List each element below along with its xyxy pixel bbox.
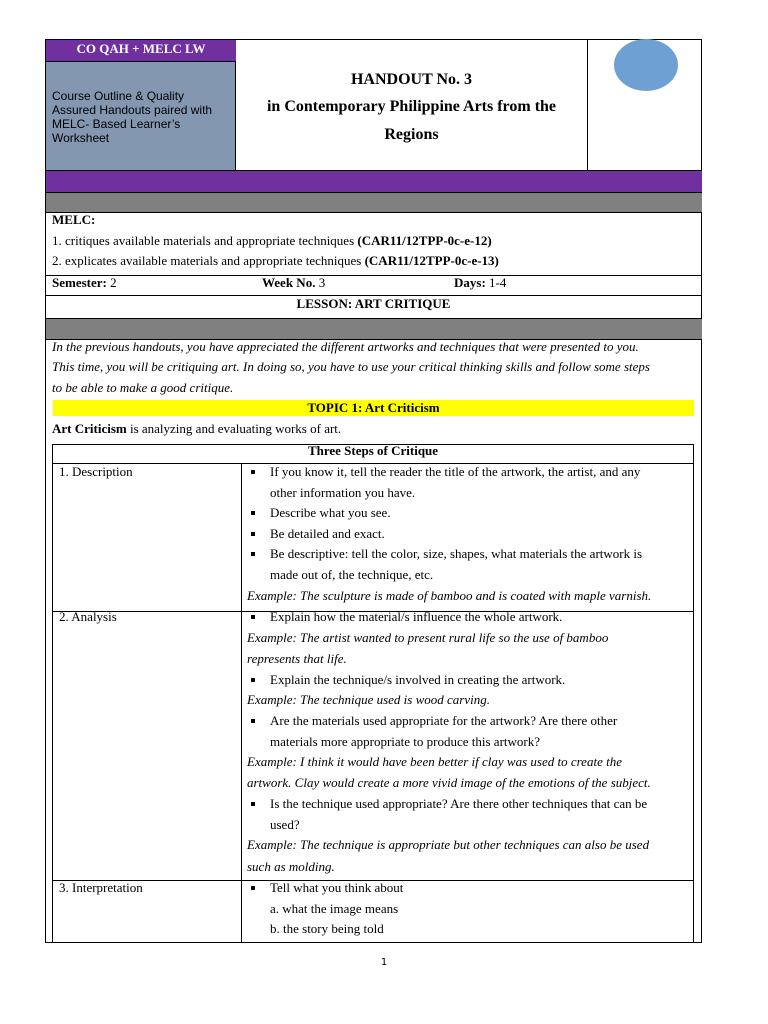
bullet-icon xyxy=(251,470,255,474)
bullet-icon xyxy=(251,719,255,723)
analysis-line: Are the materials used appropriate for the artwork? Are there other xyxy=(270,713,618,728)
title-line-2: in Contemporary Philippine Arts from the xyxy=(266,98,557,115)
interpretation-line: Tell what you think about xyxy=(270,880,404,895)
intro-line-3: to be able to make a good critique. xyxy=(52,380,234,395)
intro-line-1: In the previous handouts, you have appreciated the different artworks and techniques that were presented to you. xyxy=(52,339,639,354)
divider xyxy=(45,212,702,213)
analysis-example: Example: The artist wanted to present rural life so the use of bamboo xyxy=(247,630,609,645)
semester: Semester: 2 xyxy=(52,275,117,290)
step-interpretation-label: 3. Interpretation xyxy=(59,880,143,895)
bullet-icon xyxy=(251,802,255,806)
bullet-icon xyxy=(251,615,255,619)
week-number: Week No. 3 xyxy=(262,275,326,290)
art-criticism-definition: Art Criticism is analyzing and evaluating works of art. xyxy=(52,421,342,436)
analysis-example: Example: The technique used is wood carving. xyxy=(247,692,490,707)
step-analysis-label: 2. Analysis xyxy=(59,609,117,624)
purple-band xyxy=(46,171,702,192)
divider xyxy=(45,275,702,276)
bullet-icon xyxy=(251,886,255,890)
code-label: CO QAH + MELC LW xyxy=(46,40,236,61)
interpretation-line: a. what the image means xyxy=(270,901,399,916)
analysis-example: such as molding. xyxy=(247,859,335,874)
bullet-icon xyxy=(251,511,255,515)
lesson-title: LESSON: ART CRITIQUE xyxy=(296,296,451,311)
analysis-line: Is the technique used appropriate? Are there other techniques that can be xyxy=(270,796,648,811)
page-number: 1 xyxy=(380,957,388,968)
description-example: Example: The sculpture is made of bamboo and is coated with maple varnish. xyxy=(247,588,652,603)
melc-item-1: 1. critiques available materials and appropriate techniques (CAR11/12TPP-0c-e-12) xyxy=(52,233,492,248)
bullet-icon xyxy=(251,552,255,556)
gray-band xyxy=(46,193,702,212)
analysis-example: Example: I think it would have been better if clay was used to create the xyxy=(247,754,622,769)
school-logo-icon xyxy=(614,39,678,91)
course-description-box xyxy=(46,61,236,170)
description-line: Be detailed and exact. xyxy=(270,526,385,541)
topic-heading: TOPIC 1: Art Criticism xyxy=(53,400,694,416)
handout-title xyxy=(236,40,588,170)
interpretation-line: b. the story being told xyxy=(270,921,384,936)
gray-band xyxy=(46,319,702,339)
description-line: Be descriptive: tell the color, size, shapes, what materials the artwork is xyxy=(270,546,643,561)
analysis-example: artwork. Clay would create a more vivid image of the emotions of the subject. xyxy=(247,775,651,790)
course-description: Course Outline & Quality Assured Handouts paired with MELC- Based Learner’s Worksheet xyxy=(52,89,213,145)
description-line: Describe what you see. xyxy=(270,505,391,520)
analysis-line: Explain how the material/s influence the whole artwork. xyxy=(270,609,563,624)
description-line: If you know it, tell the reader the title of the artwork, the artist, and any xyxy=(270,464,641,479)
melc-item-2: 2. explicates available materials and appropriate techniques (CAR11/12TPP-0c-e-13) xyxy=(52,253,499,268)
analysis-line: materials more appropriate to produce this artwork? xyxy=(270,734,541,749)
title-line-3: Regions xyxy=(384,126,439,143)
analysis-line: Explain the technique/s involved in creating the artwork. xyxy=(270,672,566,687)
analysis-line: used? xyxy=(270,817,300,832)
bullet-icon xyxy=(251,678,255,682)
step-description-label: 1. Description xyxy=(59,464,133,479)
intro-line-2: This time, you will be critiquing art. In doing so, you have to use your critical thinking skills and follow some steps xyxy=(52,359,650,374)
bullet-icon xyxy=(251,532,255,536)
analysis-example: represents that life. xyxy=(247,651,347,666)
melc-label: MELC: xyxy=(52,212,96,227)
steps-table-title: Three Steps of Critique xyxy=(307,443,439,458)
description-line: made out of, the technique, etc. xyxy=(270,567,434,582)
analysis-example: Example: The technique is appropriate but other techniques can also be used xyxy=(247,837,650,852)
title-line-1: HANDOUT No. 3 xyxy=(350,71,473,88)
description-line: other information you have. xyxy=(270,485,416,500)
days: Days: 1-4 xyxy=(454,275,507,290)
table-column-divider xyxy=(241,463,242,943)
